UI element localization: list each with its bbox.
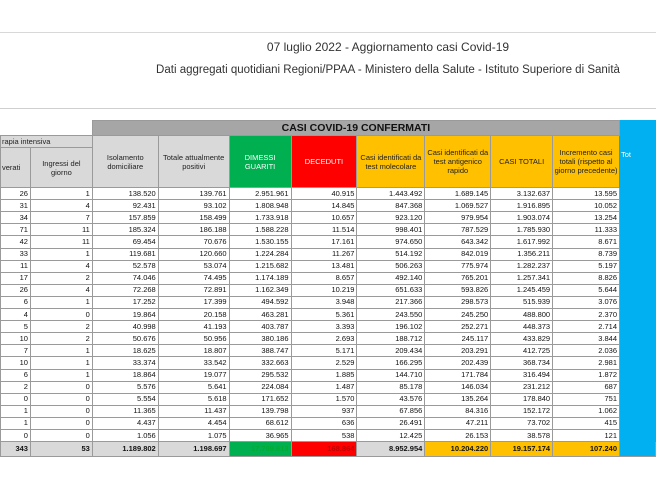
cell-tot xyxy=(620,405,656,417)
cell-tot xyxy=(620,200,656,212)
header-totale-positivi: Totale attualmente positivi xyxy=(158,136,229,188)
cell-isolamento: 50.676 xyxy=(92,333,158,345)
cell-ingressi: 1 xyxy=(30,296,92,308)
cell-deceduti: 3.393 xyxy=(291,321,357,333)
cell-incremento: 11.333 xyxy=(553,224,620,236)
cell-ingressi: 11 xyxy=(30,224,92,236)
cell-test-molecolare: 514.192 xyxy=(357,248,425,260)
cell-totale-positivi: 5.641 xyxy=(158,381,229,393)
cell-dimessi-guariti: 494.592 xyxy=(229,296,291,308)
total-isolamento: 1.189.802 xyxy=(92,442,158,457)
table-row xyxy=(1,296,656,308)
cell-test-antigenico: 84.316 xyxy=(425,405,491,417)
cell-ingressi: 2 xyxy=(30,333,92,345)
cell-tot xyxy=(620,212,656,224)
cell-isolamento: 4.437 xyxy=(92,417,158,429)
cell-incremento: 415 xyxy=(553,417,620,429)
cell-deceduti: 538 xyxy=(291,429,357,441)
table-row xyxy=(1,369,656,381)
cell-ingressi: 11 xyxy=(30,236,92,248)
cell-test-molecolare: 188.712 xyxy=(357,333,425,345)
cell-ricoverati: 1 xyxy=(1,405,31,417)
cell-incremento: 8.739 xyxy=(553,248,620,260)
cell-tot xyxy=(620,369,656,381)
cell-test-antigenico: 842.019 xyxy=(425,248,491,260)
cell-deceduti: 5.361 xyxy=(291,309,357,321)
table-row xyxy=(1,357,656,369)
cell-ricoverati: 0 xyxy=(1,393,31,405)
cell-test-antigenico: 643.342 xyxy=(425,236,491,248)
table-row xyxy=(1,417,656,429)
cell-incremento: 10.052 xyxy=(553,200,620,212)
cell-tot xyxy=(620,417,656,429)
cell-ricoverati: 10 xyxy=(1,357,31,369)
cell-test-molecolare: 998.401 xyxy=(357,224,425,236)
cell-ingressi: 0 xyxy=(30,429,92,441)
cell-isolamento: 11.365 xyxy=(92,405,158,417)
header-deceduti: DECEDUTI xyxy=(291,136,357,188)
cell-tot xyxy=(620,224,656,236)
cell-incremento: 2.370 xyxy=(553,309,620,321)
cell-ingressi: 1 xyxy=(30,188,92,200)
cell-totale-positivi: 120.660 xyxy=(158,248,229,260)
cell-deceduti: 10.219 xyxy=(291,284,357,296)
table-row xyxy=(1,236,656,248)
table-row xyxy=(1,381,656,393)
cell-totale-positivi: 18.807 xyxy=(158,345,229,357)
header-casi-totali: CASI TOTALI xyxy=(491,136,553,188)
cell-tot xyxy=(620,381,656,393)
cell-test-molecolare: 166.295 xyxy=(357,357,425,369)
cell-test-antigenico: 135.264 xyxy=(425,393,491,405)
cell-dimessi-guariti: 380.186 xyxy=(229,333,291,345)
cell-isolamento: 157.859 xyxy=(92,212,158,224)
cell-incremento: 2.981 xyxy=(553,357,620,369)
cell-dimessi-guariti: 1.215.682 xyxy=(229,260,291,272)
cell-test-antigenico: 202.439 xyxy=(425,357,491,369)
cell-isolamento: 52.578 xyxy=(92,260,158,272)
cell-tot xyxy=(620,296,656,308)
header-ingressi: Ingressi del giorno xyxy=(30,148,92,188)
covid-cases-table xyxy=(0,120,656,457)
cell-tot xyxy=(620,345,656,357)
cell-totale-positivi: 74.495 xyxy=(158,272,229,284)
total-tot xyxy=(620,442,656,457)
cell-ingressi: 4 xyxy=(30,200,92,212)
cell-totale-positivi: 41.193 xyxy=(158,321,229,333)
table-row xyxy=(1,212,656,224)
cell-ricoverati: 26 xyxy=(1,284,31,296)
cell-incremento: 3.844 xyxy=(553,333,620,345)
cell-ingressi: 7 xyxy=(30,212,92,224)
cell-casi-totali: 1.617.992 xyxy=(491,236,553,248)
cell-casi-totali: 152.172 xyxy=(491,405,553,417)
cell-casi-totali: 1.916.895 xyxy=(491,200,553,212)
cell-deceduti: 3.948 xyxy=(291,296,357,308)
cell-deceduti: 10.657 xyxy=(291,212,357,224)
cell-dimessi-guariti: 332.663 xyxy=(229,357,291,369)
cell-test-antigenico: 171.784 xyxy=(425,369,491,381)
cell-test-molecolare: 43.576 xyxy=(357,393,425,405)
cell-ricoverati: 1 xyxy=(1,417,31,429)
cell-ricoverati: 4 xyxy=(1,309,31,321)
total-dimessi-guariti: 17.789.613 xyxy=(229,442,291,457)
cell-test-antigenico: 775.974 xyxy=(425,260,491,272)
cell-ingressi: 2 xyxy=(30,272,92,284)
cell-totale-positivi: 11.437 xyxy=(158,405,229,417)
cell-dimessi-guariti: 171.652 xyxy=(229,393,291,405)
table-row xyxy=(1,248,656,260)
cell-isolamento: 18.864 xyxy=(92,369,158,381)
cell-tot xyxy=(620,333,656,345)
cell-tot xyxy=(620,248,656,260)
cell-dimessi-guariti: 1.733.918 xyxy=(229,212,291,224)
cell-tot xyxy=(620,393,656,405)
total-incremento: 107.240 xyxy=(553,442,620,457)
cell-test-molecolare: 847.368 xyxy=(357,200,425,212)
cell-casi-totali: 368.734 xyxy=(491,357,553,369)
cell-totale-positivi: 139.761 xyxy=(158,188,229,200)
cell-test-antigenico: 593.826 xyxy=(425,284,491,296)
cell-incremento: 5.644 xyxy=(553,284,620,296)
cell-ingressi: 2 xyxy=(30,321,92,333)
cell-deceduti: 5.171 xyxy=(291,345,357,357)
cell-casi-totali: 1.257.341 xyxy=(491,272,553,284)
cell-totale-positivi: 186.188 xyxy=(158,224,229,236)
cell-isolamento: 5.554 xyxy=(92,393,158,405)
header-terapia-intensiva: rapia intensiva xyxy=(1,136,93,148)
cell-dimessi-guariti: 68.612 xyxy=(229,417,291,429)
total-ingressi: 53 xyxy=(30,442,92,457)
cell-isolamento: 18.625 xyxy=(92,345,158,357)
cell-totale-positivi: 20.158 xyxy=(158,309,229,321)
cell-isolamento: 33.374 xyxy=(92,357,158,369)
cell-incremento: 13.254 xyxy=(553,212,620,224)
cell-isolamento: 69.454 xyxy=(92,236,158,248)
cell-casi-totali: 448.373 xyxy=(491,321,553,333)
cell-tot xyxy=(620,309,656,321)
cell-incremento: 8.671 xyxy=(553,236,620,248)
cell-deceduti: 636 xyxy=(291,417,357,429)
cell-test-antigenico: 203.291 xyxy=(425,345,491,357)
cell-isolamento: 74.046 xyxy=(92,272,158,284)
cell-dimessi-guariti: 403.787 xyxy=(229,321,291,333)
top-divider xyxy=(0,32,656,33)
table-row xyxy=(1,333,656,345)
cell-ricoverati: 71 xyxy=(1,224,31,236)
cell-ingressi: 0 xyxy=(30,417,92,429)
header-test-molecolare: Casi identificati da test molecolare xyxy=(357,136,425,188)
cell-totale-positivi: 1.075 xyxy=(158,429,229,441)
cell-ricoverati: 6 xyxy=(1,296,31,308)
table-row xyxy=(1,260,656,272)
cell-deceduti: 2.529 xyxy=(291,357,357,369)
cell-ingressi: 4 xyxy=(30,260,92,272)
cell-ricoverati: 11 xyxy=(1,260,31,272)
cell-test-molecolare: 1.443.492 xyxy=(357,188,425,200)
cell-incremento: 121 xyxy=(553,429,620,441)
cell-totale-positivi: 5.618 xyxy=(158,393,229,405)
cell-casi-totali: 515.939 xyxy=(491,296,553,308)
cell-isolamento: 92.431 xyxy=(92,200,158,212)
header-test-antigenico: Casi identificati da test antigenico rapido xyxy=(425,136,491,188)
cell-test-molecolare: 217.366 xyxy=(357,296,425,308)
cell-casi-totali: 1.245.459 xyxy=(491,284,553,296)
cell-incremento: 13.595 xyxy=(553,188,620,200)
cell-isolamento: 138.520 xyxy=(92,188,158,200)
cell-casi-totali: 488.800 xyxy=(491,309,553,321)
cell-ingressi: 0 xyxy=(30,381,92,393)
cell-tot xyxy=(620,188,656,200)
cell-casi-totali: 1.282.237 xyxy=(491,260,553,272)
cell-test-molecolare: 196.102 xyxy=(357,321,425,333)
cell-ricoverati: 26 xyxy=(1,188,31,200)
cell-ricoverati: 33 xyxy=(1,248,31,260)
cell-totale-positivi: 4.454 xyxy=(158,417,229,429)
cell-test-molecolare: 492.140 xyxy=(357,272,425,284)
cell-incremento: 751 xyxy=(553,393,620,405)
total-test-molecolare: 8.952.954 xyxy=(357,442,425,457)
cell-isolamento: 1.056 xyxy=(92,429,158,441)
cell-totale-positivi: 70.676 xyxy=(158,236,229,248)
cell-deceduti: 2.693 xyxy=(291,333,357,345)
page-title: 07 luglio 2022 - Aggiornamento casi Covid-19 xyxy=(266,40,510,54)
cell-test-molecolare: 67.856 xyxy=(357,405,425,417)
header-tot: Tot xyxy=(620,121,656,188)
cell-tot xyxy=(620,236,656,248)
cell-casi-totali: 1.903.074 xyxy=(491,212,553,224)
total-ricoverati: 343 xyxy=(1,442,31,457)
page-subtitle: Dati aggregati quotidiani Regioni/PPAA - Ministero della Salute - Istituto Superiore di Sanità xyxy=(156,64,620,76)
cell-ricoverati: 0 xyxy=(1,429,31,441)
cell-incremento: 687 xyxy=(553,381,620,393)
cell-ricoverati: 17 xyxy=(1,272,31,284)
cell-tot xyxy=(620,272,656,284)
cell-test-molecolare: 651.633 xyxy=(357,284,425,296)
table-row xyxy=(1,393,656,405)
table-row xyxy=(1,272,656,284)
table-row xyxy=(1,200,656,212)
cell-deceduti: 14.845 xyxy=(291,200,357,212)
cell-casi-totali: 1.356.211 xyxy=(491,248,553,260)
cell-casi-totali: 412.725 xyxy=(491,345,553,357)
cell-tot xyxy=(620,321,656,333)
cell-casi-totali: 73.702 xyxy=(491,417,553,429)
cell-totale-positivi: 19.077 xyxy=(158,369,229,381)
cell-casi-totali: 231.212 xyxy=(491,381,553,393)
cell-deceduti: 1.487 xyxy=(291,381,357,393)
cell-dimessi-guariti: 1.174.189 xyxy=(229,272,291,284)
cell-test-molecolare: 85.178 xyxy=(357,381,425,393)
cell-dimessi-guariti: 36.965 xyxy=(229,429,291,441)
cell-test-molecolare: 506.263 xyxy=(357,260,425,272)
header-incremento: Incremento casi totali (rispetto al giorno precedente) xyxy=(553,136,620,188)
cell-totale-positivi: 53.074 xyxy=(158,260,229,272)
totals-row xyxy=(1,442,656,457)
cell-deceduti: 8.657 xyxy=(291,272,357,284)
cell-test-antigenico: 787.529 xyxy=(425,224,491,236)
cell-totale-positivi: 158.499 xyxy=(158,212,229,224)
total-test-antigenico: 10.204.220 xyxy=(425,442,491,457)
cell-tot xyxy=(620,429,656,441)
cell-deceduti: 1.885 xyxy=(291,369,357,381)
cell-casi-totali: 178.840 xyxy=(491,393,553,405)
table-row xyxy=(1,429,656,441)
table-row xyxy=(1,309,656,321)
cell-isolamento: 72.268 xyxy=(92,284,158,296)
cell-isolamento: 5.576 xyxy=(92,381,158,393)
cell-ricoverati: 31 xyxy=(1,200,31,212)
cell-incremento: 2.036 xyxy=(553,345,620,357)
cell-ingressi: 0 xyxy=(30,405,92,417)
cell-casi-totali: 433.829 xyxy=(491,333,553,345)
total-totale-positivi: 1.198.697 xyxy=(158,442,229,457)
table-banner: CASI COVID-19 CONFERMATI xyxy=(92,121,619,136)
cell-test-antigenico: 252.271 xyxy=(425,321,491,333)
cell-test-antigenico: 245.250 xyxy=(425,309,491,321)
cell-ingressi: 4 xyxy=(30,284,92,296)
cell-deceduti: 17.161 xyxy=(291,236,357,248)
cell-totale-positivi: 33.542 xyxy=(158,357,229,369)
cell-test-antigenico: 1.689.145 xyxy=(425,188,491,200)
cell-ingressi: 1 xyxy=(30,369,92,381)
cell-test-antigenico: 245.117 xyxy=(425,333,491,345)
cell-incremento: 3.076 xyxy=(553,296,620,308)
cell-dimessi-guariti: 1.224.284 xyxy=(229,248,291,260)
cell-incremento: 5.197 xyxy=(553,260,620,272)
cell-ricoverati: 34 xyxy=(1,212,31,224)
cell-deceduti: 1.570 xyxy=(291,393,357,405)
cell-incremento: 8.826 xyxy=(553,272,620,284)
cell-test-antigenico: 146.034 xyxy=(425,381,491,393)
cell-ricoverati: 7 xyxy=(1,345,31,357)
cell-ricoverati: 2 xyxy=(1,381,31,393)
cell-ingressi: 1 xyxy=(30,345,92,357)
section-divider xyxy=(0,108,656,109)
cell-test-antigenico: 298.573 xyxy=(425,296,491,308)
cell-ingressi: 1 xyxy=(30,248,92,260)
cell-tot xyxy=(620,284,656,296)
cell-casi-totali: 38.578 xyxy=(491,429,553,441)
table-row xyxy=(1,345,656,357)
cell-casi-totali: 1.785.930 xyxy=(491,224,553,236)
cell-totale-positivi: 93.102 xyxy=(158,200,229,212)
cell-tot xyxy=(620,260,656,272)
table-row xyxy=(1,321,656,333)
table-row xyxy=(1,188,656,200)
cell-isolamento: 19.864 xyxy=(92,309,158,321)
cell-deceduti: 11.267 xyxy=(291,248,357,260)
cell-deceduti: 40.915 xyxy=(291,188,357,200)
cell-dimessi-guariti: 224.084 xyxy=(229,381,291,393)
cell-test-antigenico: 979.954 xyxy=(425,212,491,224)
cell-test-antigenico: 765.201 xyxy=(425,272,491,284)
table-body xyxy=(1,188,656,457)
cell-totale-positivi: 50.956 xyxy=(158,333,229,345)
cell-totale-positivi: 72.891 xyxy=(158,284,229,296)
cell-incremento: 1.062 xyxy=(553,405,620,417)
cell-incremento: 1.872 xyxy=(553,369,620,381)
cell-ricoverati: 5 xyxy=(1,321,31,333)
cell-isolamento: 17.252 xyxy=(92,296,158,308)
header-dimessi-guariti: DIMESSI GUARITI xyxy=(229,136,291,188)
cell-casi-totali: 3.132.637 xyxy=(491,188,553,200)
cell-test-molecolare: 974.650 xyxy=(357,236,425,248)
cell-incremento: 2.714 xyxy=(553,321,620,333)
cell-tot xyxy=(620,357,656,369)
cell-test-molecolare: 923.120 xyxy=(357,212,425,224)
cell-dimessi-guariti: 1.530.155 xyxy=(229,236,291,248)
total-deceduti: 168.864 xyxy=(291,442,357,457)
cell-totale-positivi: 17.399 xyxy=(158,296,229,308)
cell-test-antigenico: 26.153 xyxy=(425,429,491,441)
cell-dimessi-guariti: 1.808.948 xyxy=(229,200,291,212)
cell-ricoverati: 6 xyxy=(1,369,31,381)
header-ricoverati: verati xyxy=(1,148,31,188)
cell-ingressi: 1 xyxy=(30,357,92,369)
cell-test-antigenico: 1.069.527 xyxy=(425,200,491,212)
cell-ingressi: 0 xyxy=(30,309,92,321)
cell-deceduti: 937 xyxy=(291,405,357,417)
table-row xyxy=(1,224,656,236)
table-row xyxy=(1,405,656,417)
cell-deceduti: 11.514 xyxy=(291,224,357,236)
table-row xyxy=(1,284,656,296)
cell-isolamento: 185.324 xyxy=(92,224,158,236)
cell-dimessi-guariti: 463.281 xyxy=(229,309,291,321)
cell-test-molecolare: 144.710 xyxy=(357,369,425,381)
total-casi-totali: 19.157.174 xyxy=(491,442,553,457)
cell-test-molecolare: 12.425 xyxy=(357,429,425,441)
cell-dimessi-guariti: 1.162.349 xyxy=(229,284,291,296)
cell-dimessi-guariti: 139.798 xyxy=(229,405,291,417)
cell-dimessi-guariti: 295.532 xyxy=(229,369,291,381)
cell-dimessi-guariti: 2.951.961 xyxy=(229,188,291,200)
header-isolamento: Isolamento domiciliare xyxy=(92,136,158,188)
cell-dimessi-guariti: 388.747 xyxy=(229,345,291,357)
cell-casi-totali: 316.494 xyxy=(491,369,553,381)
cell-isolamento: 119.681 xyxy=(92,248,158,260)
cell-isolamento: 40.998 xyxy=(92,321,158,333)
cell-test-antigenico: 47.211 xyxy=(425,417,491,429)
cell-ricoverati: 42 xyxy=(1,236,31,248)
cell-ricoverati: 10 xyxy=(1,333,31,345)
cell-deceduti: 13.481 xyxy=(291,260,357,272)
cell-ingressi: 0 xyxy=(30,393,92,405)
cell-test-molecolare: 26.491 xyxy=(357,417,425,429)
cell-test-molecolare: 209.434 xyxy=(357,345,425,357)
cell-dimessi-guariti: 1.588.228 xyxy=(229,224,291,236)
cell-test-molecolare: 243.550 xyxy=(357,309,425,321)
